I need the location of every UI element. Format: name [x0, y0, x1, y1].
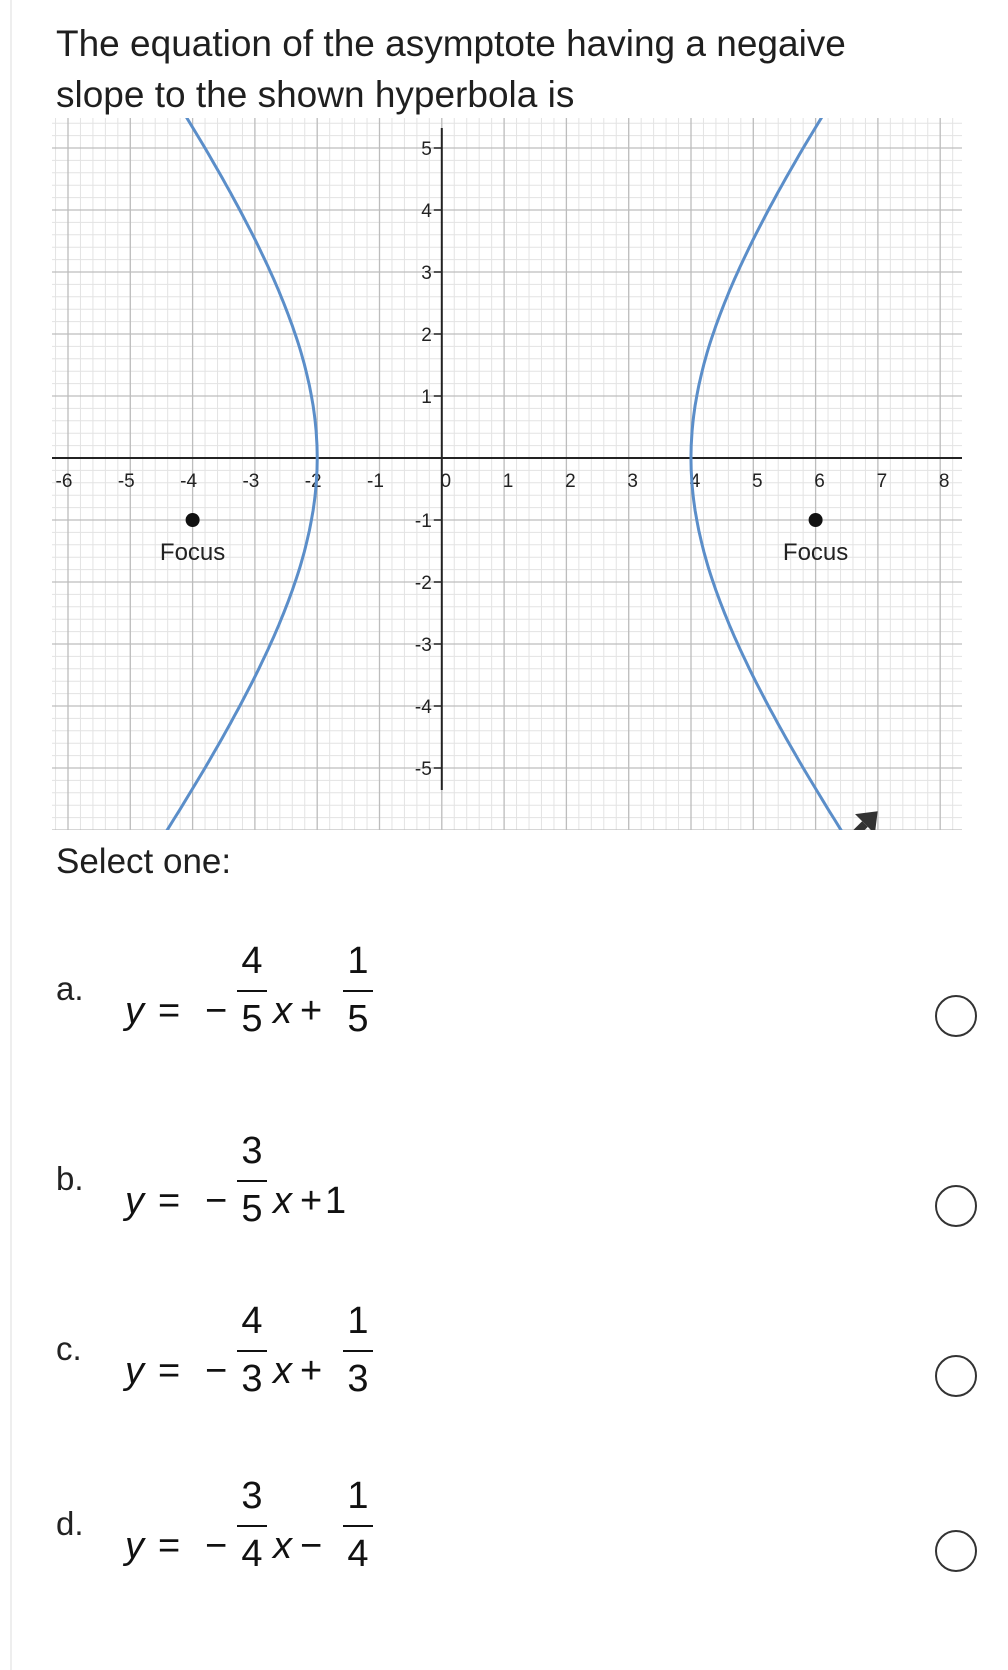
- slope-numerator: 3: [241, 1130, 263, 1172]
- question-text: [56, 18, 956, 120]
- option-b[interactable]: [0, 1130, 1008, 1260]
- focus-point-left: [186, 513, 200, 527]
- equals-sign: =: [158, 1180, 181, 1222]
- x-tick-label: -1: [367, 471, 384, 492]
- x-tick-label: 5: [752, 471, 763, 492]
- equals-sign: =: [158, 990, 181, 1032]
- slope-numerator: 3: [241, 1475, 263, 1517]
- x-tick-label: -4: [180, 471, 198, 492]
- slope-numerator: 4: [241, 940, 263, 982]
- x-tick-label: 0: [440, 471, 452, 492]
- operator: −: [300, 1525, 323, 1567]
- select-one-label: Select one:: [56, 842, 232, 881]
- x-axis-ticks: [56, 471, 950, 492]
- option-b-radio[interactable]: [935, 1185, 977, 1227]
- x-tick-label: 3: [627, 471, 638, 492]
- var-y: y: [125, 1350, 144, 1392]
- x-tick-label: 2: [565, 471, 576, 492]
- y-tick-label: -2: [414, 573, 432, 594]
- slope-denominator: 4: [241, 1533, 263, 1575]
- x-tick-label: 7: [876, 471, 888, 492]
- focus-label-right: Focus: [782, 539, 849, 566]
- fraction-bar: [343, 1525, 373, 1527]
- operator: +: [300, 990, 323, 1032]
- focus-point-right: [809, 513, 823, 527]
- slope-denominator: 5: [241, 998, 263, 1040]
- constant-denominator: 4: [347, 1533, 369, 1575]
- minus-sign: −: [205, 1525, 228, 1567]
- option-letter: b.: [56, 1160, 84, 1197]
- minus-sign: −: [205, 990, 228, 1032]
- option-d-radio[interactable]: [935, 1530, 977, 1572]
- var-x: x: [273, 1525, 292, 1567]
- x-tick-label: -5: [117, 471, 135, 492]
- operator: +: [300, 1350, 323, 1392]
- y-tick-label: 1: [421, 387, 432, 408]
- y-tick-label: 5: [421, 139, 432, 160]
- x-tick-label: -6: [55, 471, 73, 492]
- constant-numerator: 1: [347, 940, 369, 982]
- var-y: y: [125, 1180, 144, 1222]
- axes: [52, 128, 962, 790]
- slope-numerator: 4: [241, 1300, 263, 1342]
- slope-denominator: 3: [241, 1358, 263, 1400]
- option-letter: c.: [56, 1330, 82, 1367]
- var-y: y: [125, 990, 144, 1032]
- constant-denominator: 3: [347, 1358, 369, 1400]
- fraction-bar: [237, 1350, 267, 1352]
- minus-sign: −: [205, 1180, 228, 1222]
- focus-label-left: Focus: [159, 539, 226, 566]
- option-c-radio[interactable]: [935, 1355, 977, 1397]
- var-x: x: [273, 1180, 292, 1222]
- x-tick-label: -3: [242, 471, 260, 492]
- var-x: x: [273, 990, 292, 1032]
- fraction-bar: [237, 990, 267, 992]
- x-tick-label: 6: [814, 471, 825, 492]
- equals-sign: =: [158, 1525, 181, 1567]
- equals-sign: =: [158, 1350, 181, 1392]
- option-a-radio[interactable]: [935, 995, 977, 1037]
- y-tick-label: -3: [414, 635, 432, 656]
- fraction-bar: [343, 1350, 373, 1352]
- option-c[interactable]: [0, 1300, 1008, 1430]
- minus-sign: −: [205, 1350, 228, 1392]
- option-letter: a.: [56, 970, 84, 1007]
- option-d[interactable]: [0, 1475, 1008, 1605]
- question-line-2: slope to the shown hyperbola is: [56, 74, 575, 115]
- slope-denominator: 5: [241, 1188, 263, 1230]
- option-letter: d.: [56, 1505, 84, 1542]
- y-tick-label: -5: [414, 759, 432, 780]
- var-x: x: [273, 1350, 292, 1392]
- x-tick-label: 8: [938, 471, 950, 492]
- constant-denominator: 5: [347, 998, 369, 1040]
- fraction-bar: [237, 1180, 267, 1182]
- constant-value: 1: [325, 1180, 347, 1222]
- y-tick-label: 4: [421, 201, 432, 222]
- option-a[interactable]: [0, 940, 1008, 1070]
- y-tick-label: -1: [414, 511, 432, 532]
- x-tick-label: 1: [502, 471, 514, 492]
- constant-numerator: 1: [347, 1300, 369, 1342]
- operator: +: [300, 1180, 323, 1222]
- y-tick-label: 2: [421, 325, 432, 346]
- constant-numerator: 1: [347, 1475, 369, 1517]
- fraction-bar: [343, 990, 373, 992]
- x-tick-label: 4: [689, 471, 701, 492]
- var-y: y: [125, 1525, 144, 1567]
- x-tick-label: -2: [304, 471, 322, 492]
- y-tick-label: -4: [414, 697, 432, 718]
- y-tick-label: 3: [421, 263, 432, 284]
- fraction-bar: [237, 1525, 267, 1527]
- question-line-1: The equation of the asymptote having a negaive: [56, 23, 846, 64]
- hyperbola-graph: [0, 118, 1008, 830]
